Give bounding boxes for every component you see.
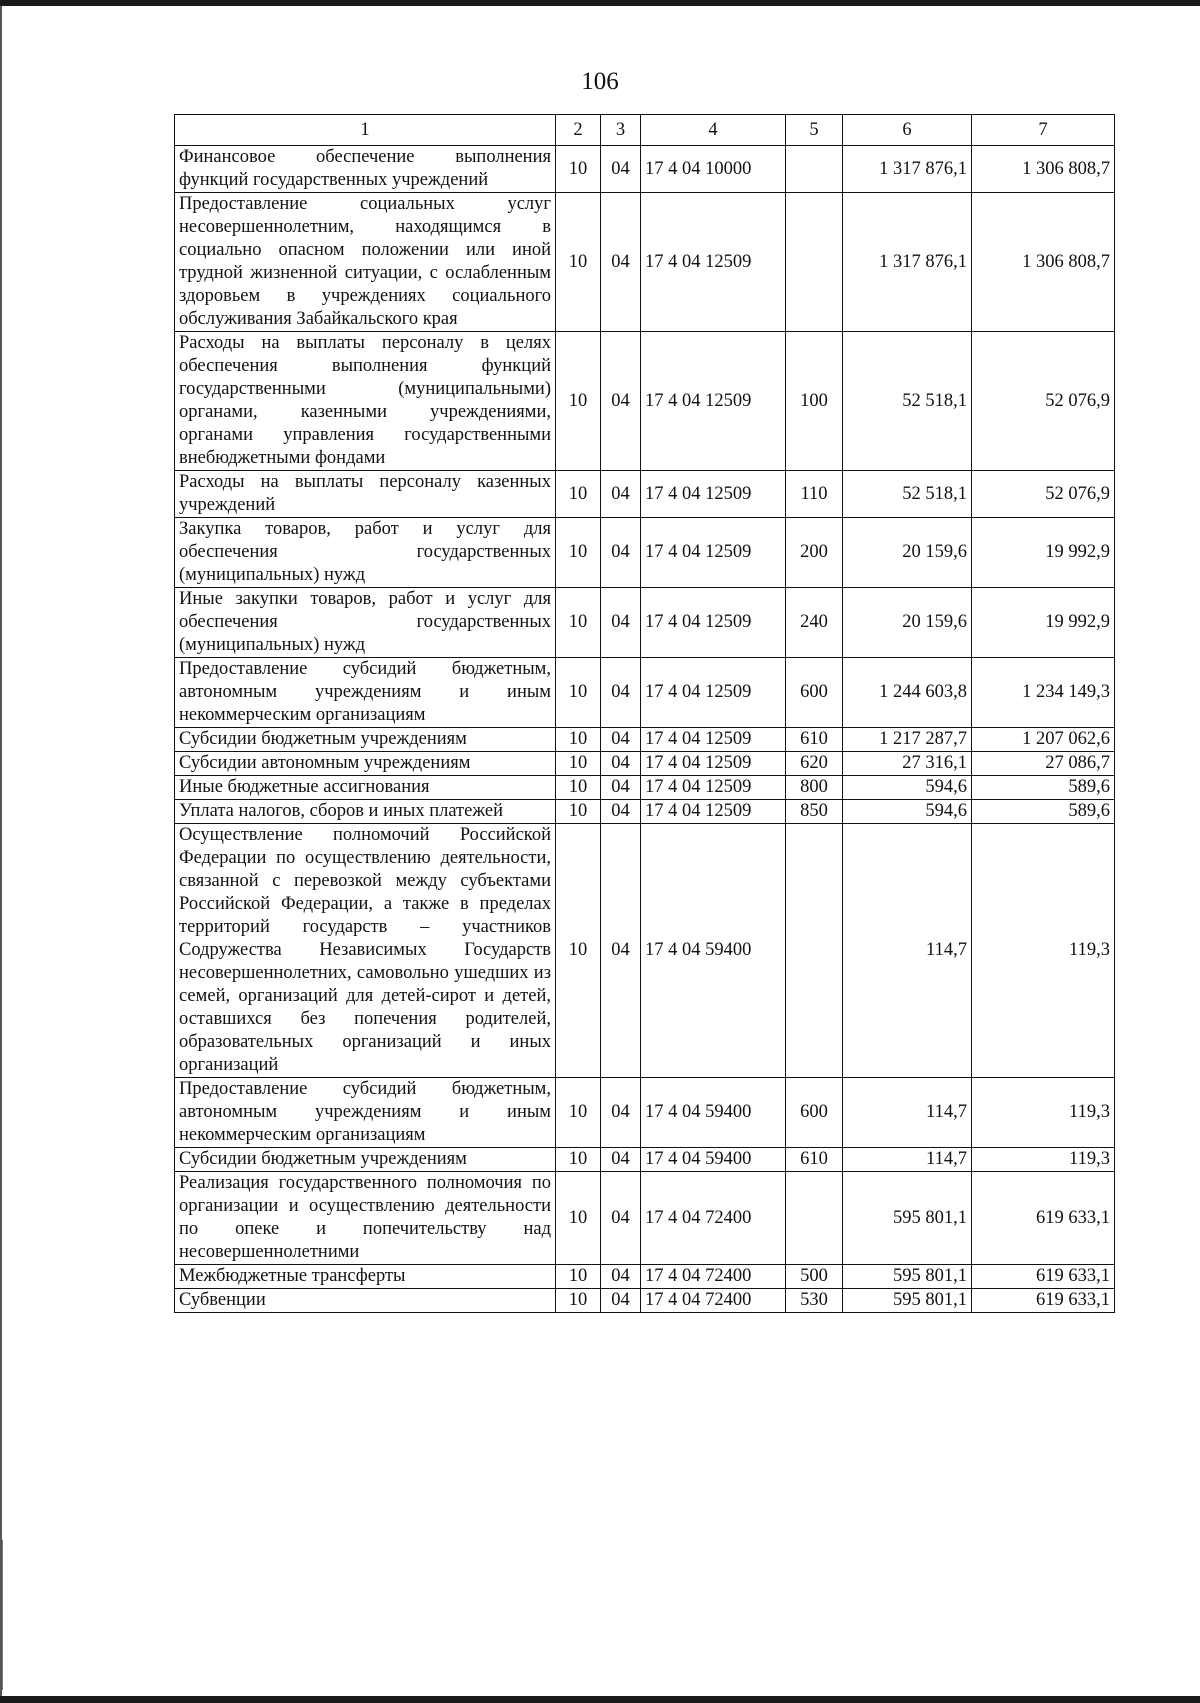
row-expense-type <box>786 824 843 1078</box>
table-row <box>175 588 1115 658</box>
row-name: Расходы на выплаты персоналу в целях обеспечения выполнения функций государственными (муниципальными) органами, казенными учреждениями, органами управления государственными внебюджетными фондами <box>175 332 556 471</box>
row-name: Предоставление субсидий бюджетным, автономным учреждениям и иным некоммерческим организациям <box>175 1078 556 1148</box>
row-name: Межбюджетные трансферты <box>175 1265 556 1289</box>
row-subsection: 04 <box>601 518 641 588</box>
row-target-code: 17 4 04 59400 <box>641 1078 786 1148</box>
table-row <box>175 193 1115 332</box>
table-row <box>175 1289 1115 1313</box>
row-section: 10 <box>556 1289 601 1313</box>
row-amount-col7: 27 086,7 <box>972 752 1115 776</box>
table-row <box>175 146 1115 193</box>
row-name: Предоставление социальных услуг несовершеннолетним, находящимся в социально опасном положении или иной трудной жизненной ситуации, с ослабленным здоровьем в учреждениях социального обслуживания Забайкальского края <box>175 193 556 332</box>
row-name: Уплата налогов, сборов и иных платежей <box>175 800 556 824</box>
row-expense-type: 600 <box>786 1078 843 1148</box>
row-subsection: 04 <box>601 471 641 518</box>
row-section: 10 <box>556 332 601 471</box>
row-section: 10 <box>556 728 601 752</box>
row-name: Субвенции <box>175 1289 556 1313</box>
row-amount-col6: 114,7 <box>843 1078 972 1148</box>
row-amount-col6: 1 317 876,1 <box>843 193 972 332</box>
scan-top-edge <box>0 0 1200 6</box>
budget-table <box>174 114 1115 1313</box>
row-amount-col6: 114,7 <box>843 1148 972 1172</box>
row-amount-col6: 1 317 876,1 <box>843 146 972 193</box>
row-amount-col6: 1 244 603,8 <box>843 658 972 728</box>
row-amount-col7: 589,6 <box>972 800 1115 824</box>
row-expense-type: 610 <box>786 1148 843 1172</box>
table-row <box>175 518 1115 588</box>
row-amount-col7: 52 076,9 <box>972 332 1115 471</box>
row-section: 10 <box>556 1265 601 1289</box>
row-amount-col7: 119,3 <box>972 1148 1115 1172</box>
row-amount-col6: 594,6 <box>843 776 972 800</box>
row-section: 10 <box>556 800 601 824</box>
row-amount-col6: 20 159,6 <box>843 518 972 588</box>
row-section: 10 <box>556 776 601 800</box>
row-amount-col6: 1 217 287,7 <box>843 728 972 752</box>
header-col-3: 3 <box>601 115 641 146</box>
header-col-1: 1 <box>175 115 556 146</box>
row-subsection: 04 <box>601 588 641 658</box>
header-col-5: 5 <box>786 115 843 146</box>
row-target-code: 17 4 04 12509 <box>641 752 786 776</box>
row-amount-col7: 1 306 808,7 <box>972 193 1115 332</box>
row-expense-type: 110 <box>786 471 843 518</box>
row-amount-col7: 589,6 <box>972 776 1115 800</box>
row-name: Реализация государственного полномочия по организации и осуществлению деятельности по опеке и попечительству над несовершеннолетними <box>175 1172 556 1265</box>
row-expense-type: 200 <box>786 518 843 588</box>
row-expense-type: 800 <box>786 776 843 800</box>
row-name: Субсидии автономным учреждениям <box>175 752 556 776</box>
row-subsection: 04 <box>601 146 641 193</box>
row-subsection: 04 <box>601 1172 641 1265</box>
row-subsection: 04 <box>601 776 641 800</box>
row-subsection: 04 <box>601 1289 641 1313</box>
row-subsection: 04 <box>601 728 641 752</box>
row-section: 10 <box>556 146 601 193</box>
row-name: Расходы на выплаты персоналу казенных учреждений <box>175 471 556 518</box>
row-expense-type: 610 <box>786 728 843 752</box>
row-amount-col7: 1 207 062,6 <box>972 728 1115 752</box>
row-name: Предоставление субсидий бюджетным, автономным учреждениям и иным некоммерческим организациям <box>175 658 556 728</box>
row-section: 10 <box>556 824 601 1078</box>
row-target-code: 17 4 04 12509 <box>641 193 786 332</box>
row-target-code: 17 4 04 12509 <box>641 518 786 588</box>
header-col-7: 7 <box>972 115 1115 146</box>
row-expense-type: 850 <box>786 800 843 824</box>
row-expense-type: 500 <box>786 1265 843 1289</box>
row-amount-col7: 619 633,1 <box>972 1172 1115 1265</box>
row-expense-type: 600 <box>786 658 843 728</box>
row-subsection: 04 <box>601 1078 641 1148</box>
row-amount-col6: 20 159,6 <box>843 588 972 658</box>
row-amount-col6: 114,7 <box>843 824 972 1078</box>
row-amount-col6: 595 801,1 <box>843 1265 972 1289</box>
row-subsection: 04 <box>601 824 641 1078</box>
row-amount-col7: 619 633,1 <box>972 1289 1115 1313</box>
table-row <box>175 776 1115 800</box>
table-row <box>175 1172 1115 1265</box>
table-row <box>175 728 1115 752</box>
row-expense-type: 100 <box>786 332 843 471</box>
row-amount-col6: 27 316,1 <box>843 752 972 776</box>
row-expense-type <box>786 146 843 193</box>
row-target-code: 17 4 04 59400 <box>641 1148 786 1172</box>
row-name: Закупка товаров, работ и услуг для обеспечения государственных (муниципальных) нужд <box>175 518 556 588</box>
row-subsection: 04 <box>601 1148 641 1172</box>
table-body <box>175 146 1115 1313</box>
row-target-code: 17 4 04 72400 <box>641 1265 786 1289</box>
row-name: Субсидии бюджетным учреждениям <box>175 728 556 752</box>
table-row <box>175 332 1115 471</box>
row-amount-col7: 1 306 808,7 <box>972 146 1115 193</box>
row-expense-type: 530 <box>786 1289 843 1313</box>
row-amount-col6: 595 801,1 <box>843 1172 972 1265</box>
table-row <box>175 1265 1115 1289</box>
row-section: 10 <box>556 658 601 728</box>
row-expense-type: 240 <box>786 588 843 658</box>
row-name: Субсидии бюджетным учреждениям <box>175 1148 556 1172</box>
table-row <box>175 752 1115 776</box>
row-target-code: 17 4 04 10000 <box>641 146 786 193</box>
row-amount-col7: 1 234 149,3 <box>972 658 1115 728</box>
row-amount-col7: 119,3 <box>972 824 1115 1078</box>
table-header-row <box>175 115 1115 146</box>
row-subsection: 04 <box>601 752 641 776</box>
row-amount-col7: 19 992,9 <box>972 588 1115 658</box>
row-section: 10 <box>556 752 601 776</box>
row-target-code: 17 4 04 12509 <box>641 776 786 800</box>
row-section: 10 <box>556 1172 601 1265</box>
row-target-code: 17 4 04 59400 <box>641 824 786 1078</box>
row-section: 10 <box>556 1078 601 1148</box>
row-target-code: 17 4 04 12509 <box>641 658 786 728</box>
row-amount-col7: 52 076,9 <box>972 471 1115 518</box>
header-col-2: 2 <box>556 115 601 146</box>
row-target-code: 17 4 04 12509 <box>641 728 786 752</box>
row-expense-type <box>786 1172 843 1265</box>
table-row <box>175 658 1115 728</box>
row-target-code: 17 4 04 12509 <box>641 588 786 658</box>
table-row <box>175 1148 1115 1172</box>
row-subsection: 04 <box>601 1265 641 1289</box>
row-section: 10 <box>556 1148 601 1172</box>
scan-left-mark <box>2 1540 3 1690</box>
header-col-6: 6 <box>843 115 972 146</box>
row-name: Осуществление полномочий Российской Федерации по осуществлению деятельности, связанной с перевозкой между субъектами Российской Федерации, а также в пределах территорий государств – участников Содружества Независимых Государств несовершеннолетних, самовольно ушедших из семей, организаций для детей-сирот и детей, оставшихся без попечения родителей, образовательных организаций и иных организаций <box>175 824 556 1078</box>
row-subsection: 04 <box>601 332 641 471</box>
row-amount-col6: 52 518,1 <box>843 332 972 471</box>
table-row <box>175 471 1115 518</box>
scan-bottom-edge <box>0 1696 1200 1703</box>
header-col-4: 4 <box>641 115 786 146</box>
row-subsection: 04 <box>601 800 641 824</box>
row-name: Иные бюджетные ассигнования <box>175 776 556 800</box>
row-target-code: 17 4 04 12509 <box>641 471 786 518</box>
row-section: 10 <box>556 588 601 658</box>
row-amount-col7: 19 992,9 <box>972 518 1115 588</box>
row-section: 10 <box>556 193 601 332</box>
row-amount-col6: 52 518,1 <box>843 471 972 518</box>
row-amount-col7: 619 633,1 <box>972 1265 1115 1289</box>
row-target-code: 17 4 04 12509 <box>641 800 786 824</box>
row-amount-col6: 595 801,1 <box>843 1289 972 1313</box>
table-row <box>175 824 1115 1078</box>
page-number: 106 <box>581 68 619 95</box>
row-section: 10 <box>556 471 601 518</box>
row-expense-type <box>786 193 843 332</box>
row-amount-col6: 594,6 <box>843 800 972 824</box>
scan-left-edge <box>0 6 2 1696</box>
row-expense-type: 620 <box>786 752 843 776</box>
row-name: Финансовое обеспечение выполнения функций государственных учреждений <box>175 146 556 193</box>
row-subsection: 04 <box>601 193 641 332</box>
table-row <box>175 1078 1115 1148</box>
row-target-code: 17 4 04 72400 <box>641 1289 786 1313</box>
row-target-code: 17 4 04 72400 <box>641 1172 786 1265</box>
row-subsection: 04 <box>601 658 641 728</box>
row-name: Иные закупки товаров, работ и услуг для обеспечения государственных (муниципальных) нужд <box>175 588 556 658</box>
table-row <box>175 800 1115 824</box>
row-target-code: 17 4 04 12509 <box>641 332 786 471</box>
row-amount-col7: 119,3 <box>972 1078 1115 1148</box>
row-section: 10 <box>556 518 601 588</box>
